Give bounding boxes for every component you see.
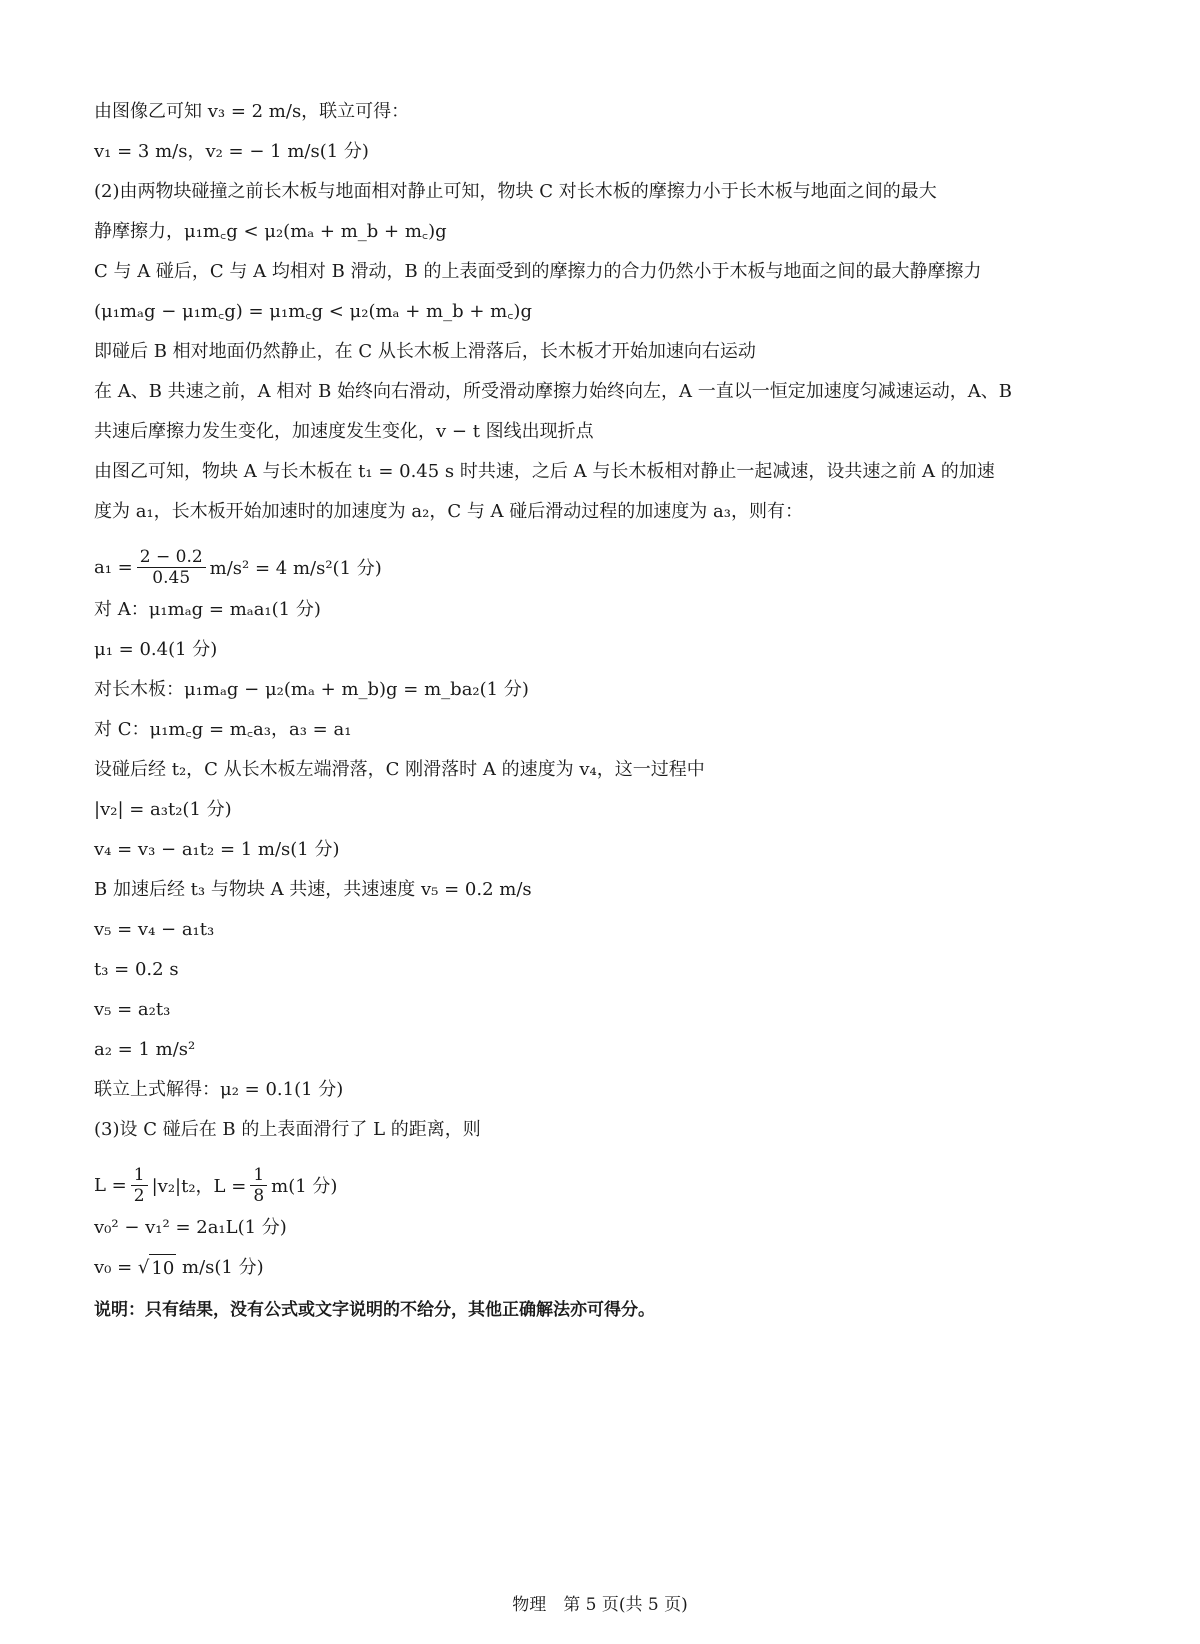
fraction-denominator: 8 [253, 1185, 265, 1206]
equation-part: m/s(1 分) [176, 1257, 264, 1278]
text-line: (3)设 C 碰后在 B 的上表面滑行了 L 的距离，则 [94, 1119, 481, 1140]
fraction-denominator: 2 [133, 1185, 145, 1206]
fraction [137, 547, 206, 588]
scoring-note: 说明：只有结果，没有公式或文字说明的不给分，其他正确解法亦可得分。 [94, 1300, 655, 1320]
fraction-numerator: 1 [250, 1165, 267, 1186]
text-line: 度为 a₁，长木板开始加速时的加速度为 a₂，C 与 A 碰后滑动过程的加速度为 a₃，则有： [94, 501, 803, 522]
text-line: v₁ = 3 m/s，v₂ = − 1 m/s(1 分) [94, 141, 369, 162]
equation-lhs: a₁ = [94, 556, 133, 578]
text-line: v₀² − v₁² = 2a₁L(1 分) [94, 1217, 287, 1238]
text-line: 对长木板：μ₁mₐg − μ₂(mₐ + m_b)g = m_ba₂(1 分) [94, 679, 529, 700]
equation-part: m(1 分) [271, 1176, 338, 1197]
text-line: v₄ = v₃ − a₁t₂ = 1 m/s(1 分) [94, 839, 340, 860]
text-line: 对 A：μ₁mₐg = mₐa₁(1 分) [94, 599, 321, 620]
text-line: μ₁ = 0.4(1 分) [94, 639, 218, 660]
text-line: 由图乙可知，物块 A 与长木板在 t₁ = 0.45 s 时共速，之后 A 与长木板相对静止一起减速，设共速之前 A 的加速 [94, 461, 995, 482]
text-line: v₅ = a₂t₃ [94, 999, 171, 1020]
text-line: |v₂| = a₃t₂(1 分) [94, 799, 232, 820]
text-line: C 与 A 碰后，C 与 A 均相对 B 滑动，B 的上表面受到的摩擦力的合力仍然小于木板与地面之间的最大静摩擦力 [94, 261, 982, 282]
text-line: t₃ = 0.2 s [94, 959, 179, 980]
fraction-numerator: 2 − 0.2 [137, 547, 206, 568]
text-line: 静摩擦力，μ₁m꜀g < μ₂(mₐ + m_b + m꜀)g [94, 221, 447, 242]
text-line: a₂ = 1 m/s² [94, 1039, 196, 1060]
fraction [131, 1165, 148, 1206]
text-line: B 加速后经 t₃ 与物块 A 共速，共速速度 v₅ = 0.2 m/s [94, 879, 532, 900]
sqrt-expression [94, 1254, 176, 1283]
text-line: 在 A、B 共速之前，A 相对 B 始终向右滑动，所受滑动摩擦力始终向左，A 一直以一恒定加速度匀减速运动，A、B [94, 381, 1013, 402]
text-line: 联立上式解得：μ₂ = 0.1(1 分) [94, 1079, 344, 1100]
text-line: v₅ = v₄ − a₁t₃ [94, 919, 215, 940]
text-line: (μ₁mₐg − μ₁m꜀g) = μ₁m꜀g < μ₂(mₐ + m_b + m꜀)g [94, 301, 532, 322]
text-line: (2)由两物块碰撞之前长木板与地面相对静止可知，物块 C 对长木板的摩擦力小于长木板与地面之间的最大 [94, 181, 937, 202]
fraction [250, 1165, 267, 1206]
sqrt-radicand: 10 [149, 1254, 176, 1283]
equation-a1 [94, 538, 1114, 596]
page-footer: 物理 第 5 页(共 5 页) [512, 1595, 688, 1615]
text-line: 共速后摩擦力发生变化，加速度发生变化，v − t 图线出现折点 [94, 421, 594, 442]
equation-v0 [94, 1254, 1114, 1294]
equation-part: |v₂|t₂，L = [151, 1176, 247, 1197]
text-line: 由图像乙可知 v₃ = 2 m/s，联立可得： [94, 101, 410, 122]
equation-L [94, 1156, 1114, 1214]
equation-rhs: m/s² = 4 m/s²(1 分) [209, 558, 382, 579]
text-line: 设碰后经 t₂，C 从长木板左端滑落，C 刚滑落时 A 的速度为 v₄，这一过程中 [94, 759, 705, 780]
text-line: 即碰后 B 相对地面仍然静止，在 C 从长木板上滑落后，长木板才开始加速向右运动 [94, 341, 756, 362]
fraction-numerator: 1 [131, 1165, 148, 1186]
fraction-denominator: 0.45 [152, 567, 191, 588]
sqrt-prefix: v₀ = √ [94, 1257, 150, 1278]
text-line: 对 C：μ₁m꜀g = m꜀a₃，a₃ = a₁ [94, 719, 352, 740]
equation-part: L = [94, 1174, 127, 1196]
solution-body [94, 98, 1114, 1336]
